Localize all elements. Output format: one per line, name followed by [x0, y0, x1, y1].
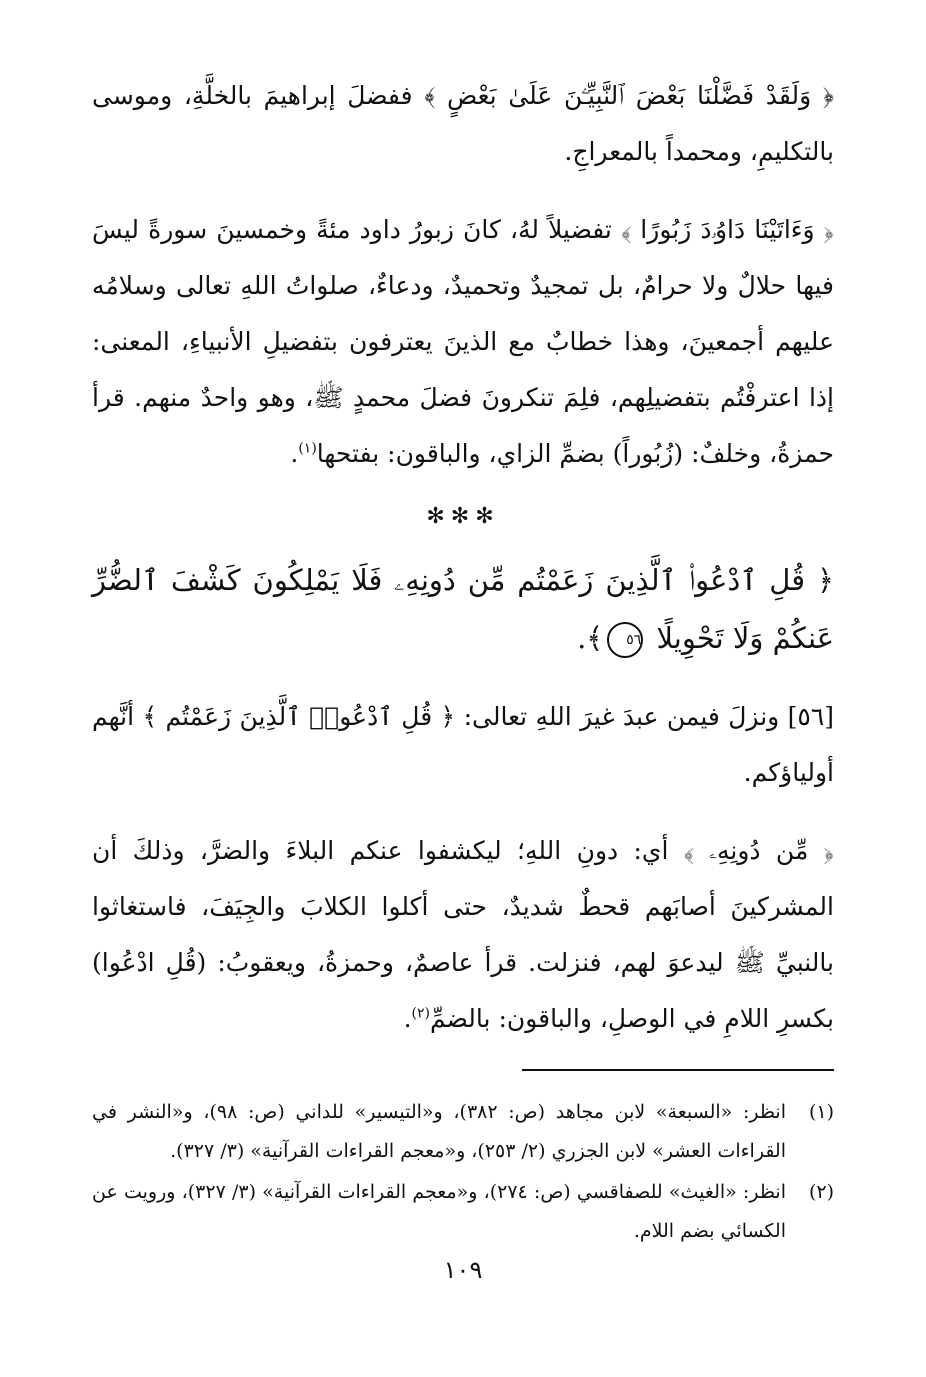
paragraph-2 [92, 202, 834, 482]
paragraph-3-text: [٥٦] ونزلَ فيمن عبدَ غيرَ اللهِ تعالى: ﴿ قُلِ ٱدْعُوا۟ ٱلَّذِينَ زَعَمْتُم ﴾ أنَّهم أولياؤكم. [92, 702, 834, 787]
page-number: ١٠٩ [443, 1256, 483, 1284]
paragraph-4 [92, 823, 834, 1047]
paragraph-3 [92, 689, 834, 801]
paragraph-2-end: . [290, 439, 299, 468]
paragraph-4-end: . [403, 1004, 412, 1033]
paragraph-2-text: ﴿ وَءَاتَيْنَا دَاوُۥدَ زَبُورًا ﴾ تفضيلاً لهُ، كانَ زبورُ داود مئةً وخمسينَ سورةً ليسَ فيها حلالٌ ولا حرامٌ، بل تمجيدٌ وتحميدٌ، ودعاءٌ، صلواتُ اللهِ تعالى وسلامُه عليهم أجمعينَ، وهذا خطابٌ مع الذينَ يعترفون بتفضيلِ الأنبياءِ، المعنى: إذا اعترفْتُم بتفضيلِهم، فلِمَ تنكرونَ فضلَ محمدٍ ﷺ، وهو واحدٌ منهم. قرأ حمزةُ، وخلفٌ: (زُبُوراً) بضمِّ الزاي، والباقون: بفتحها [92, 215, 834, 468]
quran-verse-text: ﴿ قُلِ ٱدْعُوا۟ ٱلَّذِينَ زَعَمْتُم مِّن دُونِهِۦ فَلَا يَمْلِكُونَ كَشْفَ ٱلضُّرِّ عَنكُمْ وَلَا تَحْوِيلًا [92, 563, 834, 655]
quran-verse-end: ﴾. [577, 621, 604, 655]
footnote-ref-1[interactable]: (١) [298, 440, 317, 457]
footnote-divider [522, 1069, 834, 1071]
footnote-2-text: انظر: «الغيث» للصفاقسي (ص: ٢٧٤)، و«معجم القراءات القرآنية» (٣/ ٣٢٧)، ورويت عن الكسائي بضم اللام. [92, 1181, 786, 1242]
footnote-ref-2[interactable]: (٢) [411, 1005, 430, 1022]
footnote-2-number: (٢) [808, 1181, 834, 1203]
section-separator: ✻✻✻ [426, 504, 500, 529]
paragraph-4-text: ﴿ مِّن دُونِهِۦ ﴾ أي: دونِ اللهِ؛ ليكشفوا عنكم البلاءَ والضرَّ، وذلكَ أن المشركينَ أصابَهم قحطٌ شديدٌ، حتى أكلوا الكلابَ والجِيَفَ، فاستغاثوا بالنبيِّ ﷺ ليدعوَ لهم، فنزلت. قرأ عاصمٌ، وحمزةُ، ويعقوبُ: (قُلِ ادْعُوا) بكسرِ اللامِ في الوصلِ، والباقون: بالضمِّ [92, 836, 834, 1033]
quran-verse [92, 551, 834, 667]
footnotes [92, 1093, 834, 1251]
paragraph-1 [92, 68, 834, 180]
paragraph-1-text: ﴿ وَلَقَدْ فَضَّلْنَا بَعْضَ ٱلنَّبِيِّـۧنَ عَلَىٰ بَعْضٍ ﴾ ففضلَ إبراهيمَ بالخلَّةِ، وموسى بالتكليمِ، ومحمداً بالمعراجِ. [92, 81, 834, 166]
page-body [92, 68, 834, 1253]
ayah-number-marker: ٥٦ [607, 622, 643, 658]
footnote-1-number: (١) [808, 1101, 834, 1123]
footnote-1 [92, 1093, 834, 1171]
footnote-1-text: انظر: «السبعة» لابن مجاهد (ص: ٣٨٢)، و«التيسير» للداني (ص: ٩٨)، و«النشر في القراءات العشر» لابن الجزري (٢/ ٢٥٣)، و«معجم القراءات القرآنية» (٣/ ٣٢٧). [92, 1101, 786, 1162]
footnote-2 [92, 1173, 834, 1251]
